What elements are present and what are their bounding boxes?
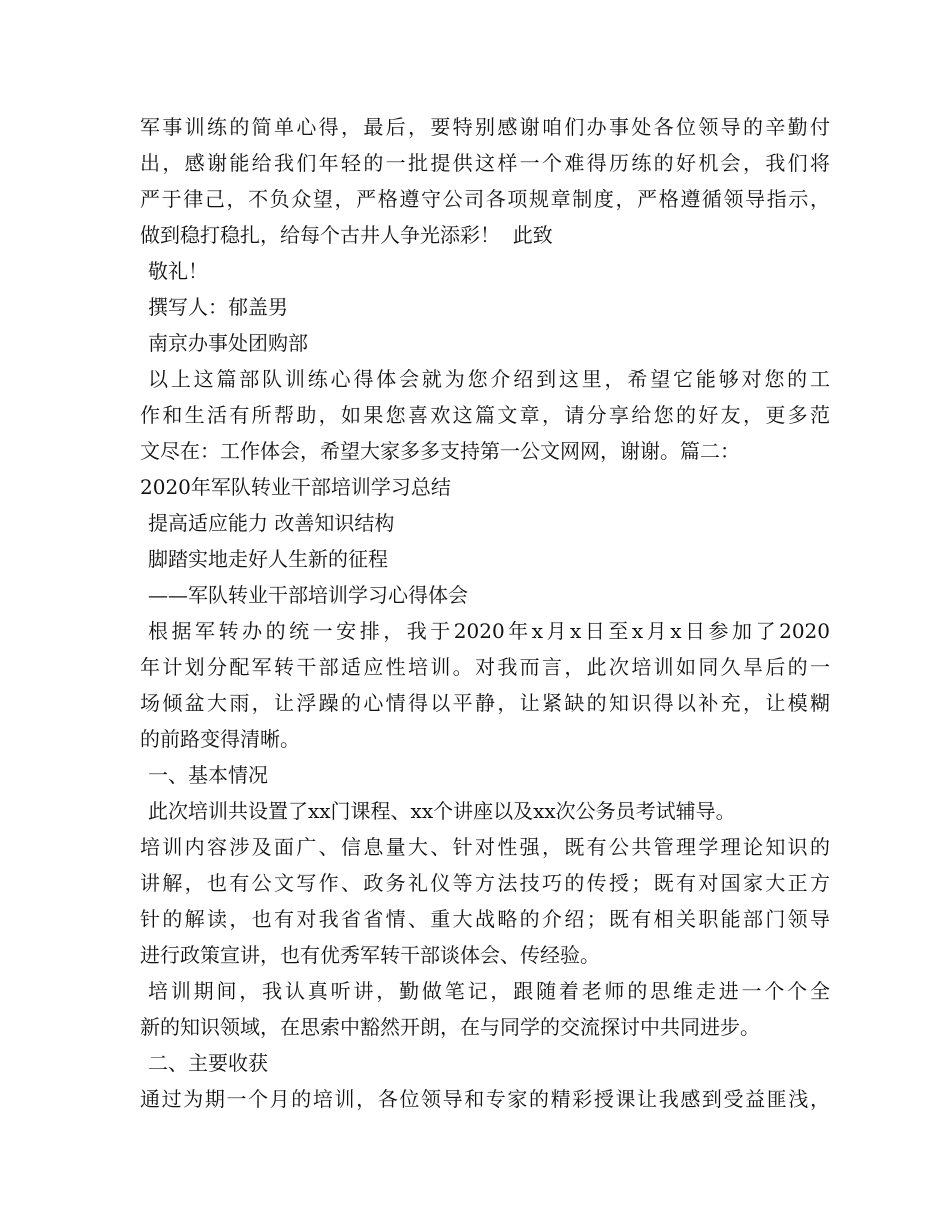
text-line: 此次培训共设置了xx门课程、xx个讲座以及xx次公务员考试辅导。	[148, 799, 736, 823]
text-line: 以上这篇部队训练心得体会就为您介绍到这里，希望它能够对您的工	[148, 367, 830, 391]
text-line: 培训期间，我认真听讲，勤做笔记，跟随着老师的思维走进一个个全	[148, 979, 830, 1003]
text-line: 新的知识领域，在思索中豁然开朗，在与同学的交流探讨中共同进步。	[140, 1015, 760, 1039]
department-line: 南京办事处团购部	[148, 331, 308, 355]
text-line: 的前路变得清晰。	[140, 727, 300, 751]
text-line: 作和生活有所帮助，如果您喜欢这篇文章，请分享给您的好友，更多范	[140, 403, 830, 427]
text-line: 文尽在：工作体会，希望大家多多支持第一公文网网，谢谢。篇二：	[140, 439, 740, 463]
text-line: 根据军转办的统一安排，我于2020年x月x日至x月x日参加了2020	[148, 619, 830, 643]
author-line: 撰写人：郁盖男	[148, 295, 288, 319]
closing-salutation: 敬礼！	[148, 259, 208, 283]
section-title: 2020年军队转业干部培训学习总结	[140, 475, 451, 499]
document-body	[140, 109, 830, 1117]
section-heading: 一、基本情况	[148, 763, 268, 787]
subtitle-line: 提高适应能力 改善知识结构	[148, 511, 395, 535]
text-line: 针的解读，也有对我省省情、重大战略的介绍；既有相关职能部门领导	[140, 907, 830, 931]
subtitle-line: 脚踏实地走好人生新的征程	[148, 547, 388, 571]
text-line: 培训内容涉及面广、信息量大、针对性强，既有公共管理学理论知识的	[140, 835, 830, 859]
text-line: 年计划分配军转干部适应性培训。对我而言，此次培训如同久旱后的一	[140, 655, 830, 679]
text-line: 军事训练的简单心得，最后，要特别感谢咱们办事处各位领导的辛勤付	[140, 115, 830, 139]
text-line: 做到稳打稳扎，给每个古井人争光添彩！ 此致	[140, 223, 553, 247]
text-line: 讲解，也有公文写作、政务礼仪等方法技巧的传授；既有对国家大正方	[140, 871, 830, 895]
text-line: 进行政策宣讲，也有优秀军转干部谈体会、传经验。	[140, 943, 600, 967]
text-line: 严于律己，不负众望，严格遵守公司各项规章制度，严格遵循领导指示，	[140, 187, 830, 211]
text-line: 场倾盆大雨，让浮躁的心情得以平静，让紧缺的知识得以补充，让模糊	[140, 691, 830, 715]
text-line: 出，感谢能给我们年轻的一批提供这样一个难得历练的好机会，我们将	[140, 151, 830, 175]
subtitle-line: ——军队转业干部培训学习心得体会	[148, 583, 468, 607]
section-heading: 二、主要收获	[148, 1051, 268, 1075]
text-line: 通过为期一个月的培训，各位领导和专家的精彩授课让我感到受益匪浅，	[140, 1087, 830, 1111]
